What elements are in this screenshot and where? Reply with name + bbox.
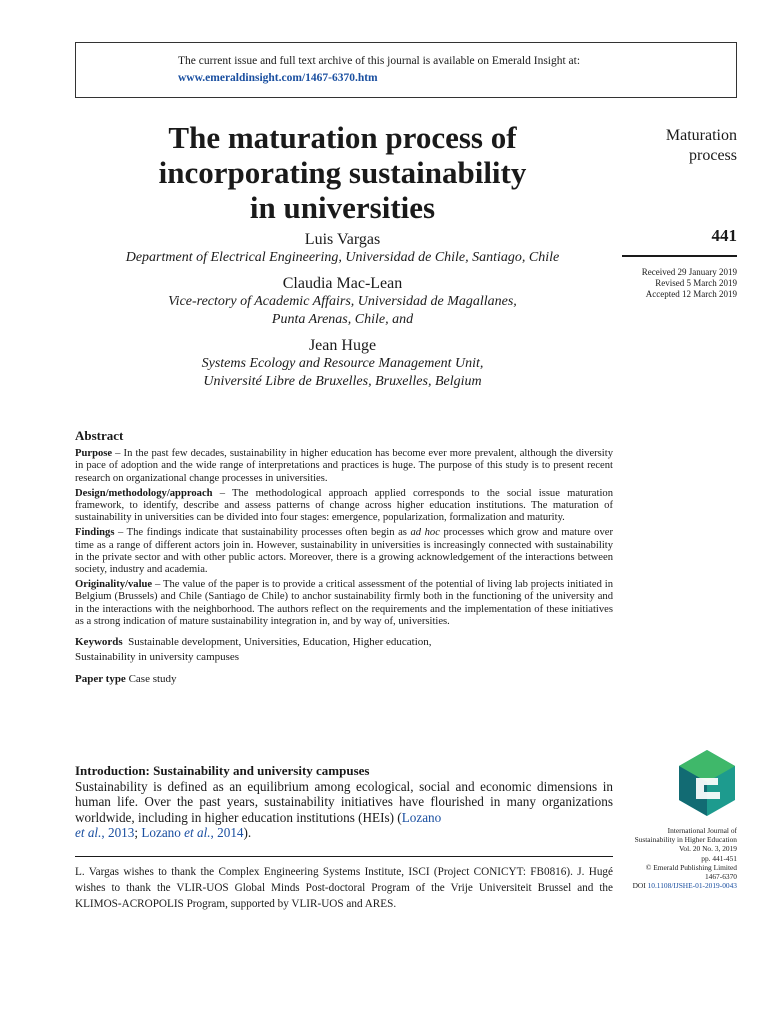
running-title-line-1: Maturation <box>665 127 737 144</box>
author-name: Luis Vargas <box>304 231 381 248</box>
introduction-section <box>75 763 613 841</box>
abstract-heading: Abstract <box>75 428 124 443</box>
running-title-line-2: process <box>689 147 737 164</box>
author-affiliation: Vice-rectory of Academic Affairs, Universidad de Magallanes, <box>168 294 517 309</box>
title-line-1: The maturation process of <box>168 120 517 155</box>
doi-link[interactable]: 10.1108/IJSHE-01-2019-0043 <box>647 881 737 891</box>
introduction-heading: Introduction: Sustainability and university campuses <box>75 763 370 778</box>
intro-end: ). <box>243 825 252 841</box>
purpose-label: Purpose <box>75 448 113 460</box>
design-text: – The methodological approach applied corresponds to the social issue maturation framework, to identify, describe and assess patterns of change across higher education institutions. The maturation of sustainability in universities can be divided into four stages: emergence, popularization, formalization and maturity. <box>75 487 613 524</box>
author-affiliation: Université Libre de Bruxelles, Bruxelles, Belgium <box>203 374 482 389</box>
article-dates <box>642 267 737 300</box>
doi-line <box>633 881 737 890</box>
keywords-label: Keywords <box>75 636 123 649</box>
originality-label: Originality/value <box>75 579 153 591</box>
accepted-date: Accepted 12 March 2019 <box>645 289 737 299</box>
keywords-line-2: Sustainability in university campuses <box>75 651 240 664</box>
author-block <box>90 274 595 329</box>
journal-info-line: pp. 441-451 <box>701 853 737 863</box>
abstract-originality <box>75 579 613 628</box>
journal-url-link[interactable]: www.emeraldinsight.com/1467-6370.htm <box>178 72 378 84</box>
findings-italic: ad hoc <box>410 527 440 539</box>
title-line-2: incorporating sustainability <box>158 155 527 190</box>
findings-text-cont: processes which grow and mature over time as a range of different actors join in. However, sustainability in universities is increasingly connected with sustainability in the private sector and with other public actors. Moreover, there is a growing acknowledgement of the interactions between society, industry and academia. <box>75 527 613 576</box>
article-title <box>90 120 595 225</box>
intro-text: Sustainability is defined as an equilibrium among ecological, social and economic dimensions in human life. Over the past years, sustainability initiatives have flourished in many organizations worldwide, including in higher education institutions (HEIs) ( <box>75 778 613 825</box>
author-name: Claudia Mac-Lean <box>282 275 403 292</box>
paper-type-label: Paper type <box>75 673 126 686</box>
citation-lozano-2013[interactable]: Lozano et al., 2013 <box>75 809 442 841</box>
paper-type-value: Case study <box>128 673 177 686</box>
citation-separator: ; <box>134 825 142 841</box>
author-block <box>90 336 595 391</box>
title-line-3: in universities <box>249 190 436 225</box>
journal-info-line: Vol. 20 No. 3, 2019 <box>679 844 737 854</box>
journal-info <box>633 826 737 890</box>
keywords <box>75 635 613 665</box>
introduction-paragraph <box>75 779 613 841</box>
running-title <box>666 126 737 166</box>
journal-info-line: International Journal of <box>667 826 737 835</box>
originality-text: – The value of the paper is to provide a critical assessment of the potential of living lab projects initiated in Belgium (Brussels) and Chile (Santiago de Chile) to anchor sustainability firmly both in the functioning of the university and in the interactions with the neighborhood. The authors reflect on the requirements and the implementation of these initiatives as a strong indication of mature sustainability integration in, and by way of, universities. <box>75 579 613 627</box>
abstract-design <box>75 488 613 525</box>
acknowledgement-footnote: L. Vargas wishes to thank the Complex Engineering Systems Institute, ISCI (Project CONICYT: FB0816). J. Hugé wishes to thank the VLIR-UOS Global Minds Post-doctoral Program of the Vrije Universiteit Brussel and the KLIMOS-ACROPOLIS Program, supported by VLIR-UOS and ARES. <box>75 866 613 910</box>
purpose-text: – In the past few decades, sustainability in higher education has become ever more prevalent, although the diversity in pace of adoption and the wide range of interpretations and practices is huge. The purpose of this study is to present recent research on organizational change processes in universities. <box>75 448 613 484</box>
author-list <box>90 230 595 398</box>
author-affiliation: Systems Ecology and Resource Management Unit, <box>201 356 484 371</box>
journal-info-line: © Emerald Publishing Limited <box>645 862 737 872</box>
revised-date: Revised 5 March 2019 <box>655 278 737 288</box>
author-block <box>90 230 595 267</box>
abstract-purpose <box>75 448 613 485</box>
banner-text: The current issue and full text archive of this journal is available on Emerald Insight at: <box>178 55 581 67</box>
journal-info-line: Sustainability in Higher Education <box>634 835 737 845</box>
journal-banner <box>75 42 737 98</box>
findings-label: Findings <box>75 527 115 539</box>
author-affiliation: Punta Arenas, Chile, and <box>271 312 414 327</box>
doi-label: DOI <box>632 881 648 891</box>
findings-text: – The findings indicate that sustainability processes often begin as <box>114 527 411 539</box>
paper-type <box>75 673 613 685</box>
design-label: Design/methodology/approach <box>75 487 213 499</box>
author-affiliation: Department of Electrical Engineering, Universidad de Chile, Santiago, Chile <box>125 250 560 265</box>
received-date: Received 29 January 2019 <box>641 267 737 277</box>
sidebar-divider <box>622 255 737 257</box>
author-name: Jean Huge <box>308 337 377 354</box>
journal-info-line: 1467-6370 <box>704 872 737 882</box>
emerald-logo-icon <box>676 748 738 818</box>
page-number: 441 <box>711 226 737 245</box>
abstract-findings <box>75 527 613 576</box>
keywords-line-1: Sustainable development, Universities, Education, Higher education, <box>128 636 432 649</box>
citation-lozano-2014[interactable]: Lozano et al., 2014 <box>141 825 244 841</box>
abstract-section <box>75 430 613 688</box>
footnote-divider <box>75 856 613 857</box>
